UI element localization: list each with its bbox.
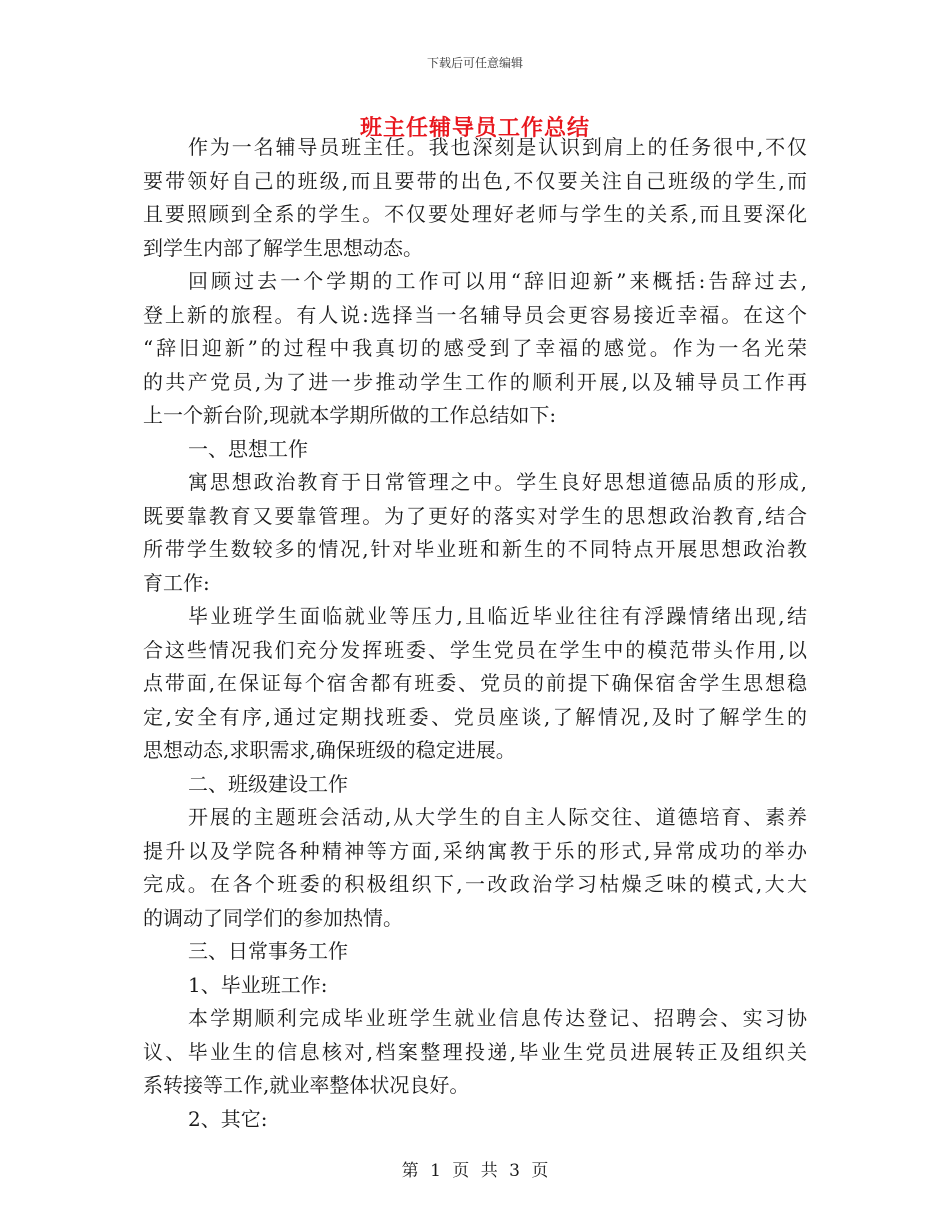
body-line: 完成。在各个班委的积极组织下,一改政治学习枯燥乏味的模式,大大	[143, 872, 807, 896]
body-line: 所带学生数较多的情况,针对毕业班和新生的不同特点开展思想政治教	[143, 537, 807, 561]
body-line: 点带面,在保证每个宿舍都有班委、党员的前提下确保宿舍学生思想稳	[143, 671, 807, 695]
body-line: 开展的主题班会活动,从大学生的自主人际交往、道德培育、素养	[188, 805, 807, 829]
body-line: 到学生内部了解学生思想动态。	[143, 235, 423, 260]
document-title: 班主任辅导员工作总结	[359, 115, 590, 141]
body-line: 二、班级建设工作	[188, 771, 348, 796]
body-line: 作为一名辅导员班主任。我也深刻是认识到肩上的任务很中,不仅	[188, 135, 807, 159]
body-line: 登上新的旅程。有人说:选择当一名辅导员会更容易接近幸福。在这个	[143, 302, 807, 327]
body-line: 合这些情况我们充分发挥班委、学生党员在学生中的模范带头作用,以	[143, 637, 807, 662]
page-number-footer: 第 1 页 共 3 页	[401, 1161, 549, 1181]
body-line: “辞旧迎新”的过程中我真切的感受到了幸福的感觉。作为一名光荣	[143, 336, 807, 360]
body-line: 本学期顺利完成毕业班学生就业信息传达登记、招聘会、实习协	[188, 1006, 807, 1030]
body-line: 提升以及学院各种精神等方面,采纳寓教于乐的形式,异常成功的举办	[143, 838, 807, 863]
body-line: 2、其它:	[188, 1106, 268, 1131]
body-line: 系转接等工作,就业率整体状况良好。	[143, 1073, 470, 1097]
body-line: 思想动态,求职需求,确保班级的稳定进展。	[143, 738, 516, 762]
body-line: 的共产党员,为了进一步推动学生工作的顺利开展,以及辅导员工作再	[143, 369, 807, 394]
body-line: 上一个新台阶,现就本学期所做的工作总结如下:	[143, 403, 557, 427]
body-line: 定,安全有序,通过定期找班委、党员座谈,了解情况,及时了解学生的	[143, 704, 807, 729]
header-note: 下载后可任意编辑	[426, 56, 523, 70]
body-line: 议、毕业生的信息核对,档案整理投递,毕业生党员进展转正及组织关	[143, 1039, 807, 1064]
body-line: 回顾过去一个学期的工作可以用“辞旧迎新”来概括:告辞过去,	[188, 269, 807, 293]
body-line: 育工作:	[143, 570, 210, 595]
body-line: 一、思想工作	[188, 436, 308, 461]
body-line: 的调动了同学们的参加热情。	[143, 905, 403, 930]
body-line: 毕业班学生面临就业等压力,且临近毕业往往有浮躁情绪出现,结	[188, 604, 807, 628]
body-line: 且要照顾到全系的学生。不仅要处理好老师与学生的关系,而且要深化	[143, 202, 807, 226]
body-line: 寓思想政治教育于日常管理之中。学生良好思想道德品质的形成,	[188, 470, 807, 494]
body-line: 1、毕业班工作:	[188, 972, 328, 997]
body-line: 要带领好自己的班级,而且要带的出色,不仅要关注自己班级的学生,而	[143, 168, 807, 193]
document-body	[143, 131, 807, 1136]
body-line: 三、日常事务工作	[188, 939, 348, 963]
body-line: 既要靠教育又要靠管理。为了更好的落实对学生的思想政治教育,结合	[143, 503, 807, 528]
